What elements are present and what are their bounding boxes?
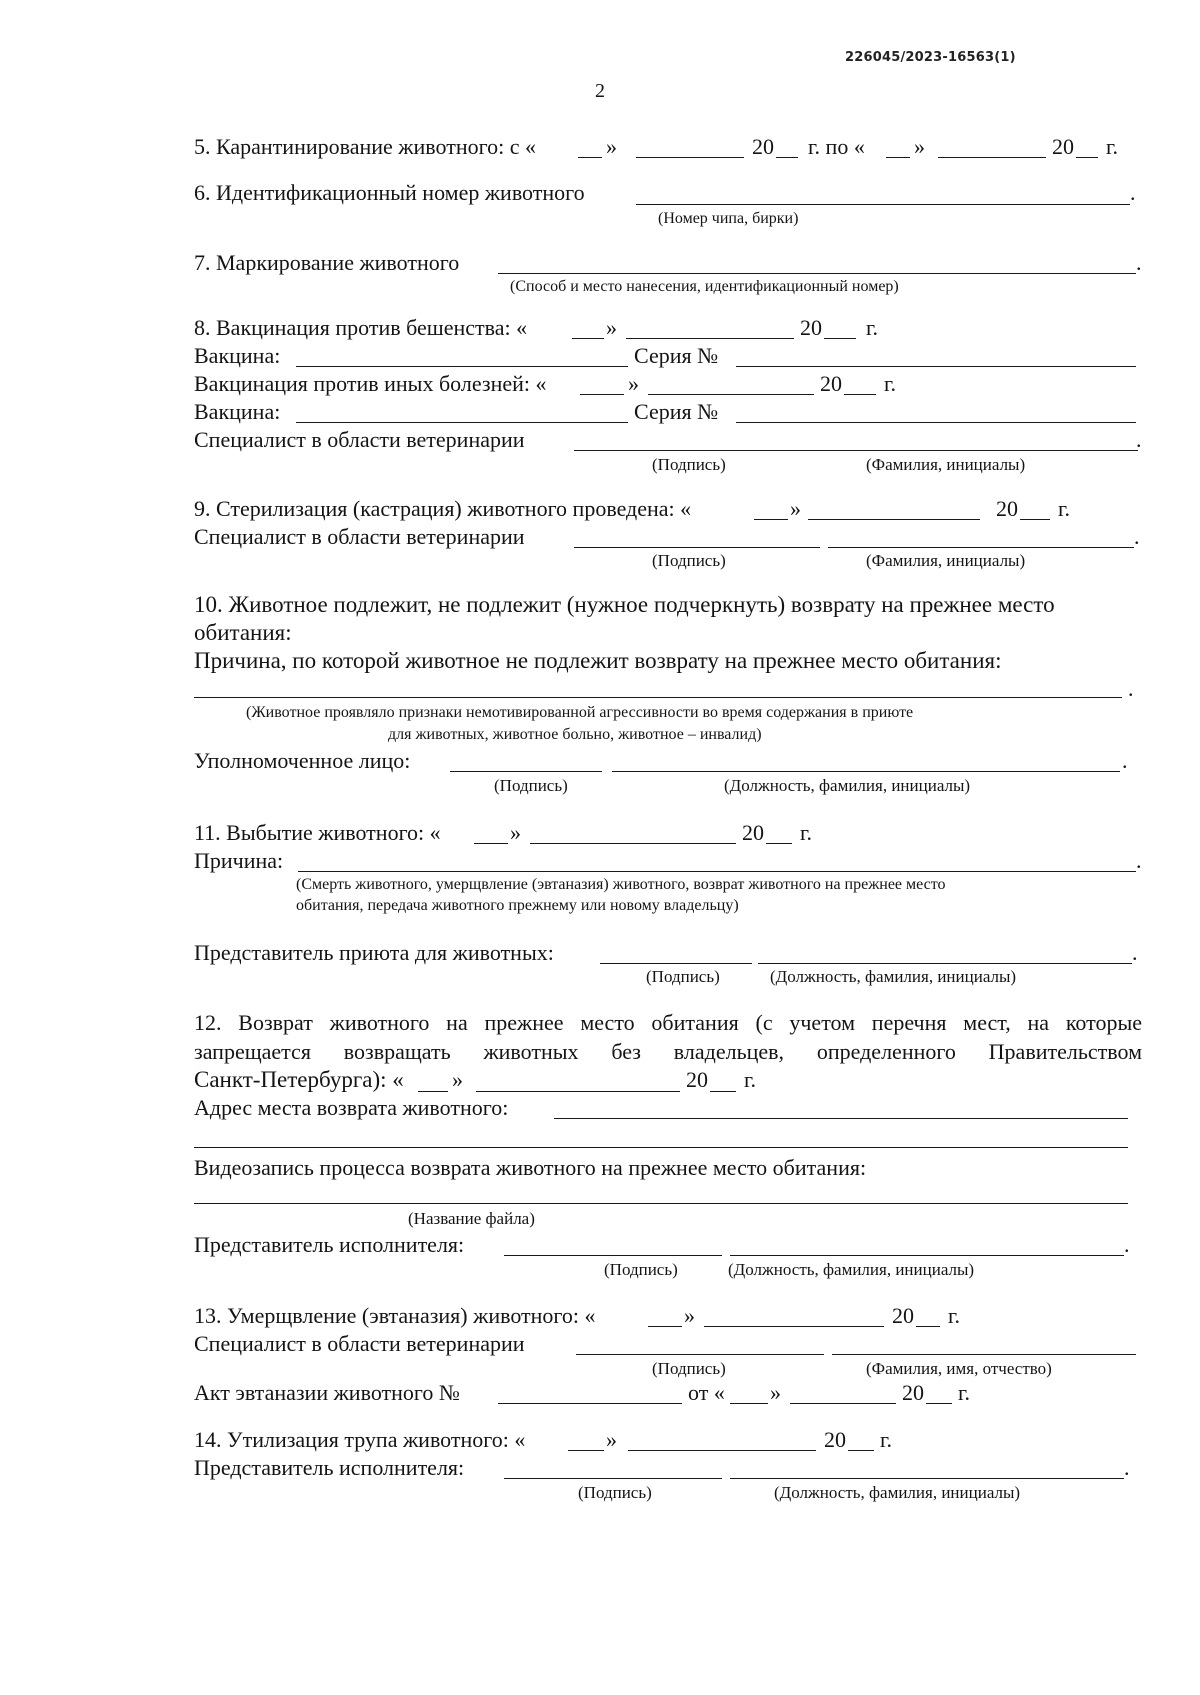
vet-specialist-label: Специалист в области ветеринарии xyxy=(194,427,525,452)
other-vaccination-label: Вакцинация против иных болезней: « xyxy=(194,371,547,396)
euthanasia-month-field[interactable] xyxy=(704,1326,884,1327)
line-end: . xyxy=(1130,180,1136,205)
quarantine-to-label: г. по « xyxy=(808,134,865,159)
shelter-rep-signature-field[interactable] xyxy=(600,963,752,964)
quote-close: » xyxy=(606,1427,617,1452)
year-suffix: г. xyxy=(744,1067,757,1092)
no-return-reason-field[interactable] xyxy=(194,697,1122,698)
no-return-caption-cont: для животных, животное больно, животное – инвалид) xyxy=(388,726,762,743)
marking-label: 7. Маркирование животного xyxy=(194,250,460,275)
return-address-field-2[interactable] xyxy=(194,1147,1128,1148)
video-label: Видеозапись процесса возврата животного на прежнее место обитания: xyxy=(194,1155,867,1180)
other-vaccination-month-field[interactable] xyxy=(648,394,814,395)
disposal-reason-label: Причина: xyxy=(194,848,284,873)
disposal-reason-caption-cont: обитания, передача животного прежнему или новому владельцу) xyxy=(296,897,739,914)
series-field[interactable] xyxy=(736,366,1136,367)
video-filename-field[interactable] xyxy=(194,1203,1128,1204)
contractor-rep-label: Представитель исполнителя: xyxy=(194,1232,465,1257)
year-suffix: г. xyxy=(1106,134,1119,159)
specialist-signature-field[interactable] xyxy=(574,547,820,548)
filename-caption: (Название файла) xyxy=(408,1209,535,1228)
return-date-label: Санкт-Петербурга): « xyxy=(194,1067,404,1092)
contractor-rep-label: Представитель исполнителя: xyxy=(194,1455,465,1480)
euthanasia-specialist-name-field[interactable] xyxy=(832,1354,1136,1355)
year-prefix: 20 xyxy=(800,315,822,340)
euthanasia-year-field[interactable] xyxy=(916,1326,940,1327)
act-year-field[interactable] xyxy=(926,1403,952,1404)
id-number-field[interactable] xyxy=(636,204,1130,205)
vet-specialist-field[interactable] xyxy=(574,450,1138,451)
id-number-label: 6. Идентификационный номер животного xyxy=(194,180,585,205)
signature-caption: (Подпись) xyxy=(604,1260,678,1279)
vet-specialist-label: Специалист в области ветеринарии xyxy=(194,524,525,549)
return-day-field[interactable] xyxy=(418,1091,448,1092)
year-suffix: г. xyxy=(866,315,879,340)
quote-close: » xyxy=(606,315,617,340)
year-prefix: 20 xyxy=(820,371,842,396)
carcass-year-field[interactable] xyxy=(848,1450,874,1451)
carcass-disposal-label: 14. Утилизация трупа животного: « xyxy=(194,1427,526,1452)
signature-caption: (Подпись) xyxy=(646,967,720,986)
year-prefix: 20 xyxy=(752,134,774,159)
name-caption: (Фамилия, инициалы) xyxy=(866,455,1026,474)
year-suffix: г. xyxy=(1058,496,1071,521)
contractor-position-field[interactable] xyxy=(730,1255,1124,1256)
disposal-day-field[interactable] xyxy=(474,843,508,844)
quote-close: » xyxy=(628,371,639,396)
disposal-reason-caption: (Смерть животного, умерщвление (эвтаназия) животного, возврат животного на прежнее место xyxy=(296,876,946,893)
carcass-rep-signature-field[interactable] xyxy=(504,1478,722,1479)
sterilization-label: 9. Стерилизация (кастрация) животного проведена: « xyxy=(194,496,692,521)
line-end: . xyxy=(1124,1232,1130,1257)
name-caption: (Фамилия, инициалы) xyxy=(866,551,1026,570)
no-return-caption: (Животное проявляло признаки немотивированной агрессивности во время содержания в приюте xyxy=(246,704,914,721)
position-caption: (Должность, фамилия, инициалы) xyxy=(724,776,971,795)
line-end: . xyxy=(1128,676,1134,701)
quote-close: » xyxy=(510,820,521,845)
series-label: Серия № xyxy=(634,343,719,368)
signature-caption: (Подпись) xyxy=(652,1359,726,1378)
marking-caption: (Способ и место нанесения, идентификационный номер) xyxy=(510,278,899,295)
other-vaccination-day-field[interactable] xyxy=(580,394,624,395)
sterilization-year-field[interactable] xyxy=(1020,519,1050,520)
signature-caption: (Подпись) xyxy=(652,455,726,474)
signature-caption: (Подпись) xyxy=(652,551,726,570)
vaccine-label: Вакцина: xyxy=(194,343,281,368)
marking-field[interactable] xyxy=(498,273,1136,274)
shelter-rep-position-field[interactable] xyxy=(758,963,1132,964)
line-end: . xyxy=(1122,748,1128,773)
quarantine-from-month-field[interactable] xyxy=(636,157,744,158)
document-number: 226045/2023-16563(1) xyxy=(845,50,1016,65)
year-suffix: г. xyxy=(800,820,813,845)
return-address-field[interactable] xyxy=(554,1118,1128,1119)
specialist-name-field[interactable] xyxy=(828,547,1134,548)
euthanasia-act-number-field[interactable] xyxy=(498,1403,682,1404)
quote-close: » xyxy=(452,1067,463,1092)
position-caption: (Должность, фамилия, инициалы) xyxy=(728,1260,975,1279)
quote-close: » xyxy=(606,134,617,159)
act-from-label: от « xyxy=(688,1380,725,1405)
rabies-year-field[interactable] xyxy=(824,338,856,339)
year-prefix: 20 xyxy=(892,1303,914,1328)
return-month-field[interactable] xyxy=(476,1091,680,1092)
other-vaccination-year-field[interactable] xyxy=(844,394,876,395)
quote-close: » xyxy=(790,496,801,521)
disposal-reason-field[interactable] xyxy=(298,871,1136,872)
quarantine-to-year-field[interactable] xyxy=(1076,157,1098,158)
line-end: . xyxy=(1124,1455,1130,1480)
euthanasia-specialist-signature-field[interactable] xyxy=(576,1354,824,1355)
act-day-field[interactable] xyxy=(730,1403,768,1404)
carcass-month-field[interactable] xyxy=(628,1450,816,1451)
page-number: 2 xyxy=(595,80,605,102)
act-month-field[interactable] xyxy=(790,1403,896,1404)
quarantine-from-year-field[interactable] xyxy=(776,157,798,158)
return-address-label: Адрес места возврата животного: xyxy=(194,1095,509,1120)
line-end: . xyxy=(1132,940,1138,965)
position-caption: (Должность, фамилия, инициалы) xyxy=(770,967,1017,986)
year-suffix: г. xyxy=(880,1427,893,1452)
year-prefix: 20 xyxy=(1052,134,1074,159)
euthanasia-label: 13. Умерщвление (эвтаназия) животного: « xyxy=(194,1303,596,1328)
position-caption: (Должность, фамилия, инициалы) xyxy=(774,1483,1021,1502)
return-eligibility-text-cont: обитания: xyxy=(194,620,292,645)
shelter-rep-label: Представитель приюта для животных: xyxy=(194,940,554,965)
return-text: 12. Возврат животного на прежнее место обитания (с учетом перечня мест, на которые xyxy=(194,1010,1142,1035)
series-field[interactable] xyxy=(736,422,1136,423)
carcass-rep-position-field[interactable] xyxy=(730,1478,1124,1479)
euthanasia-day-field[interactable] xyxy=(648,1326,682,1327)
signature-caption: (Подпись) xyxy=(494,776,568,795)
contractor-signature-field[interactable] xyxy=(504,1255,722,1256)
return-year-field[interactable] xyxy=(710,1091,736,1092)
quote-close: » xyxy=(914,134,925,159)
vaccine-field[interactable] xyxy=(296,422,628,423)
quarantine-to-day-field[interactable] xyxy=(886,157,910,158)
vet-specialist-label: Специалист в области ветеринарии xyxy=(194,1331,525,1356)
line-end: . xyxy=(1134,524,1140,549)
year-suffix: г. xyxy=(884,371,897,396)
carcass-day-field[interactable] xyxy=(568,1450,604,1451)
euthanasia-act-label: Акт эвтаназии животного № xyxy=(194,1380,460,1405)
disposal-year-field[interactable] xyxy=(766,843,792,844)
quarantine-to-month-field[interactable] xyxy=(938,157,1046,158)
year-prefix: 20 xyxy=(824,1427,846,1452)
return-eligibility-text: 10. Животное подлежит, не подлежит (нужное подчеркнуть) возврату на прежнее место xyxy=(194,592,1055,617)
return-text-cont: запрещается возвращать животных без владельцев, определенного Правительством xyxy=(194,1039,1142,1064)
authorized-person-label: Уполномоченное лицо: xyxy=(194,748,411,773)
line-end: . xyxy=(1136,427,1142,452)
rabies-vaccination-label: 8. Вакцинация против бешенства: « xyxy=(194,315,528,340)
year-prefix: 20 xyxy=(742,820,764,845)
year-prefix: 20 xyxy=(902,1380,924,1405)
disposal-label: 11. Выбытие животного: « xyxy=(194,820,441,845)
rabies-day-field[interactable] xyxy=(572,338,604,339)
quarantine-label: 5. Карантинирование животного: с « xyxy=(194,134,536,159)
sterilization-day-field[interactable] xyxy=(754,519,788,520)
year-prefix: 20 xyxy=(686,1067,708,1092)
rabies-month-field[interactable] xyxy=(626,338,794,339)
vaccine-label: Вакцина: xyxy=(194,399,281,424)
line-end: . xyxy=(1136,250,1142,275)
disposal-month-field[interactable] xyxy=(530,843,736,844)
quote-close: » xyxy=(770,1380,781,1405)
quarantine-from-day-field[interactable] xyxy=(578,157,602,158)
series-label: Серия № xyxy=(634,399,719,424)
full-name-caption: (Фамилия, имя, отчество) xyxy=(866,1359,1052,1378)
year-prefix: 20 xyxy=(996,496,1018,521)
vaccine-field[interactable] xyxy=(296,366,628,367)
id-number-caption: (Номер чипа, бирки) xyxy=(658,210,799,227)
sterilization-month-field[interactable] xyxy=(808,519,980,520)
signature-caption: (Подпись) xyxy=(578,1483,652,1502)
authorized-position-field[interactable] xyxy=(612,771,1120,772)
no-return-reason-label: Причина, по которой животное не подлежит возврату на прежнее место обитания: xyxy=(194,648,1002,673)
line-end: . xyxy=(1136,848,1142,873)
quote-close: » xyxy=(684,1303,695,1328)
year-suffix: г. xyxy=(958,1380,971,1405)
year-suffix: г. xyxy=(948,1303,961,1328)
authorized-signature-field[interactable] xyxy=(450,771,602,772)
